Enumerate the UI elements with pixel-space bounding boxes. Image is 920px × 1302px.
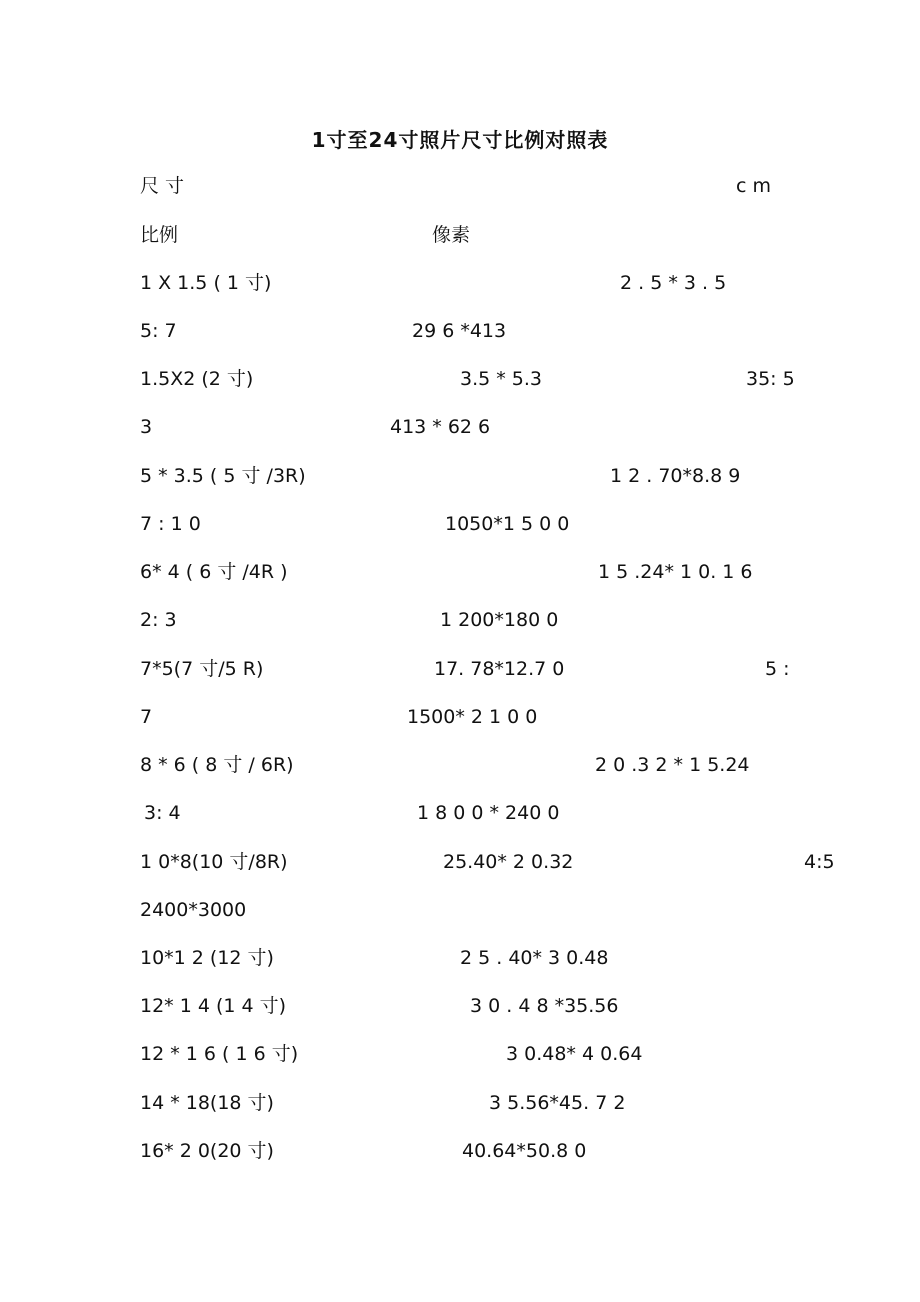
line-segment: 7*5(7 寸/5 R) [140,658,264,680]
text-line [0,799,920,827]
text-line [0,413,920,441]
line-segment: 3 5.56*45. 7 2 [489,1092,626,1114]
line-segment: 7 [140,706,153,728]
line-segment: 1 200*180 0 [440,609,559,631]
line-segment: 29 6 *413 [412,320,507,342]
line-segment: 1 X 1.5 ( 1 寸) [140,272,272,294]
line-segment: 8 * 6 ( 8 寸 / 6R) [140,754,294,776]
line-segment: 10*1 2 (12 寸) [140,947,274,969]
line-segment: 4:5 [804,851,835,873]
line-segment: 尺 寸 [140,175,185,197]
line-segment: 12* 1 4 (1 4 寸) [140,995,287,1017]
text-line [0,317,920,345]
line-segment: 2 0 .3 2 * 1 5.24 [595,754,750,776]
text-line [0,751,920,779]
line-segment: 5 : [765,658,790,680]
line-segment: 1 8 0 0 * 240 0 [417,802,560,824]
text-line [0,703,920,731]
text-line [0,992,920,1020]
line-segment: 比例 [140,224,179,246]
text-line [0,1137,920,1165]
text-line [0,848,920,876]
line-segment: 3 [140,416,153,438]
line-segment: 17. 78*12.7 0 [434,658,565,680]
line-segment: 3 0.48* 4 0.64 [506,1043,643,1065]
text-line [0,1089,920,1117]
page-title: 1寸至24寸照片尺寸比例对照表 [311,128,609,152]
line-segment: 2400*3000 [140,899,247,921]
line-segment: 1050*1 5 0 0 [445,513,570,535]
line-segment: 2: 3 [140,609,177,631]
text-line [0,655,920,683]
line-segment: 像素 [432,224,471,246]
line-segment: 2 5 . 40* 3 0.48 [460,947,609,969]
line-segment: 1 5 .24* 1 0. 1 6 [598,561,753,583]
line-segment: 1 0*8(10 寸/8R) [140,851,288,873]
text-line [0,365,920,393]
line-segment: 40.64*50.8 0 [462,1140,587,1162]
line-segment: 5: 7 [140,320,177,342]
line-segment: 3 0 . 4 8 *35.56 [470,995,619,1017]
text-line [0,269,920,297]
line-segment: 12 * 1 6 ( 1 6 寸) [140,1043,299,1065]
text-line [0,462,920,490]
line-segment: 5 * 3.5 ( 5 寸 /3R) [140,465,306,487]
text-line [0,606,920,634]
line-segment: 1 2 . 70*8.8 9 [610,465,741,487]
line-segment: 2 . 5 * 3 . 5 [620,272,727,294]
text-line [0,221,920,249]
text-line [0,172,920,200]
line-segment: 3.5 * 5.3 [460,368,543,390]
text-line [0,510,920,538]
line-segment: 1.5X2 (2 寸) [140,368,254,390]
line-segment: 16* 2 0(20 寸) [140,1140,274,1162]
line-segment: 1500* 2 1 0 0 [407,706,538,728]
line-segment: 25.40* 2 0.32 [443,851,574,873]
line-segment: 35: 5 [746,368,795,390]
line-segment: c m [736,175,771,197]
line-segment: 7 : 1 0 [140,513,201,535]
text-line [0,1040,920,1068]
line-segment: 14 * 18(18 寸) [140,1092,274,1114]
line-segment: 413 * 62 6 [390,416,491,438]
line-segment: 6* 4 ( 6 寸 /4R ) [140,561,288,583]
text-line [0,896,920,924]
text-line [0,558,920,586]
text-line [0,944,920,972]
line-segment: 3: 4 [144,802,181,824]
